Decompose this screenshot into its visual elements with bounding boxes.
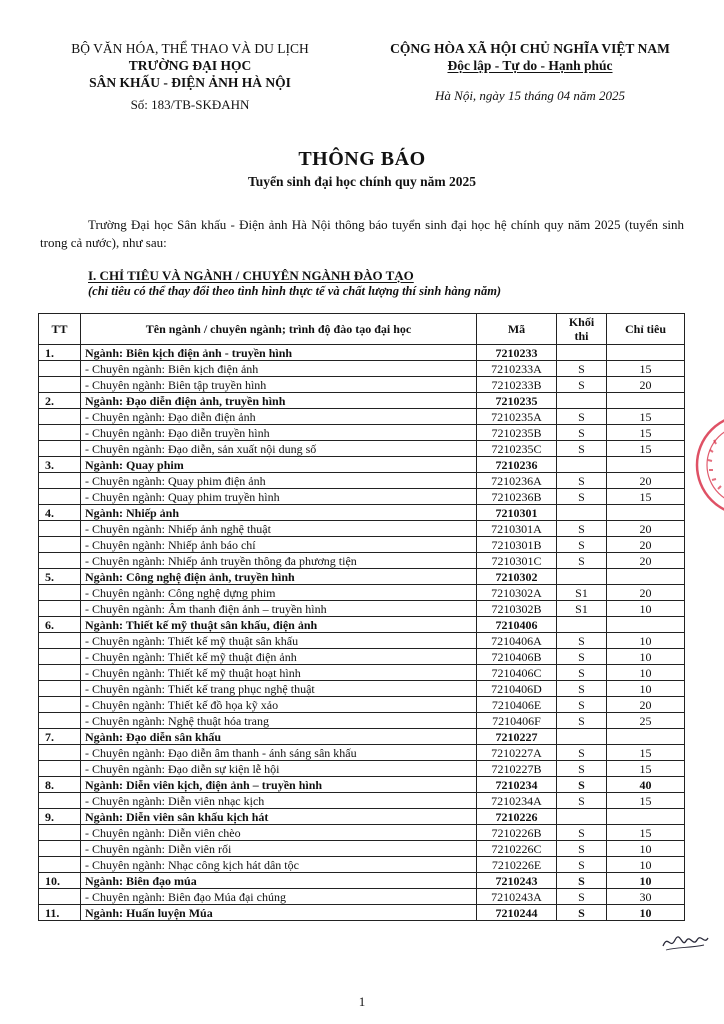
row-name: Ngành: Đạo diễn sân khấu	[81, 729, 477, 745]
row-code: 7210226	[477, 809, 557, 825]
row-quota: 15	[607, 745, 685, 761]
row-code: 7210301C	[477, 553, 557, 569]
row-code: 7210406F	[477, 713, 557, 729]
row-quota: 15	[607, 425, 685, 441]
row-name: Ngành: Diễn viên kịch, điện ảnh – truyền hình	[81, 777, 477, 793]
table-row-major	[39, 729, 685, 745]
row-number: 3.	[39, 457, 81, 473]
row-number: 11.	[39, 905, 81, 921]
row-quota: 10	[607, 633, 685, 649]
table-row-specialization	[39, 585, 685, 601]
row-number: 4.	[39, 505, 81, 521]
row-code: 7210236	[477, 457, 557, 473]
row-block: S	[557, 441, 607, 457]
quota-table	[38, 313, 685, 921]
table-row-specialization	[39, 441, 685, 457]
row-code: 7210406B	[477, 649, 557, 665]
row-name: - Chuyên ngành: Nhiếp ảnh nghệ thuật	[81, 521, 477, 537]
row-name: - Chuyên ngành: Đạo diễn, sản xuất nội dung số	[81, 441, 477, 457]
row-block	[557, 505, 607, 521]
document-title: THÔNG BÁO	[298, 148, 426, 170]
row-block	[557, 809, 607, 825]
table-row-specialization	[39, 601, 685, 617]
section-heading: I. CHỈ TIÊU VÀ NGÀNH / CHUYÊN NGÀNH ĐÀO TẠO	[88, 268, 414, 283]
header-right	[360, 40, 700, 104]
row-code: 7210302B	[477, 601, 557, 617]
row-number: 10.	[39, 873, 81, 889]
row-block	[557, 617, 607, 633]
row-quota: 15	[607, 761, 685, 777]
row-name: - Chuyên ngành: Đạo diễn âm thanh - ánh sáng sân khấu	[81, 745, 477, 761]
row-block: S	[557, 489, 607, 505]
row-block: S	[557, 905, 607, 921]
row-quota	[607, 617, 685, 633]
table-row-specialization	[39, 409, 685, 425]
row-block: S	[557, 681, 607, 697]
document-number: Số: 183/TB-SKĐAHN	[130, 97, 250, 112]
row-number	[39, 409, 81, 425]
row-number: 6.	[39, 617, 81, 633]
row-name: Ngành: Thiết kế mỹ thuật sân khấu, điện ảnh	[81, 617, 477, 633]
row-block	[557, 345, 607, 361]
row-quota	[607, 345, 685, 361]
row-number	[39, 713, 81, 729]
row-number	[39, 697, 81, 713]
ministry-name: BỘ VĂN HÓA, THỂ THAO VÀ DU LỊCH	[71, 41, 309, 56]
row-quota: 10	[607, 681, 685, 697]
row-number	[39, 601, 81, 617]
row-code: 7210406C	[477, 665, 557, 681]
row-number	[39, 841, 81, 857]
row-quota: 20	[607, 537, 685, 553]
country-name: CỘNG HÒA XÃ HỘI CHỦ NGHĨA VIỆT NAM	[390, 41, 670, 56]
row-quota: 20	[607, 585, 685, 601]
table-row-specialization	[39, 489, 685, 505]
row-quota: 20	[607, 553, 685, 569]
row-block: S	[557, 697, 607, 713]
table-row-specialization	[39, 857, 685, 873]
row-name: - Chuyên ngành: Nghệ thuật hóa trang	[81, 713, 477, 729]
row-code: 7210234	[477, 777, 557, 793]
row-code: 7210406	[477, 617, 557, 633]
row-quota: 20	[607, 473, 685, 489]
row-quota: 10	[607, 665, 685, 681]
table-row-major	[39, 873, 685, 889]
table-row-major	[39, 393, 685, 409]
row-quota: 20	[607, 377, 685, 393]
row-quota: 40	[607, 777, 685, 793]
table-row-major	[39, 569, 685, 585]
row-code: 7210244	[477, 905, 557, 921]
row-block: S	[557, 793, 607, 809]
row-quota: 10	[607, 601, 685, 617]
row-block: S	[557, 713, 607, 729]
row-name: Ngành: Biên kịch điện ảnh - truyền hình	[81, 345, 477, 361]
row-code: 7210233A	[477, 361, 557, 377]
row-code: 7210301A	[477, 521, 557, 537]
header-name: Tên ngành / chuyên ngành; trình độ đào tạo đại học	[81, 314, 477, 345]
row-block: S	[557, 873, 607, 889]
table-row-specialization	[39, 825, 685, 841]
row-name: - Chuyên ngành: Quay phim truyền hình	[81, 489, 477, 505]
row-block: S	[557, 425, 607, 441]
row-quota: 15	[607, 441, 685, 457]
row-quota: 30	[607, 889, 685, 905]
header-tt: TT	[39, 314, 81, 345]
table-row-specialization	[39, 761, 685, 777]
row-name: - Chuyên ngành: Biên đạo Múa đại chúng	[81, 889, 477, 905]
row-code: 7210236A	[477, 473, 557, 489]
row-number	[39, 473, 81, 489]
row-code: 7210234A	[477, 793, 557, 809]
row-block	[557, 393, 607, 409]
row-number: 1.	[39, 345, 81, 361]
table-row-specialization	[39, 681, 685, 697]
row-name: Ngành: Công nghệ điện ảnh, truyền hình	[81, 569, 477, 585]
row-code: 7210226C	[477, 841, 557, 857]
row-code: 7210227A	[477, 745, 557, 761]
table-row-specialization	[39, 697, 685, 713]
row-quota: 10	[607, 857, 685, 873]
row-name: - Chuyên ngành: Đạo diễn sự kiện lễ hội	[81, 761, 477, 777]
row-block: S	[557, 761, 607, 777]
row-code: 7210302	[477, 569, 557, 585]
table-row-specialization	[39, 793, 685, 809]
row-block: S	[557, 825, 607, 841]
row-number	[39, 761, 81, 777]
table-row-major	[39, 345, 685, 361]
row-code: 7210406D	[477, 681, 557, 697]
row-quota: 10	[607, 649, 685, 665]
row-name: Ngành: Huấn luyện Múa	[81, 905, 477, 921]
table-row-specialization	[39, 841, 685, 857]
row-code: 7210243A	[477, 889, 557, 905]
row-name: Ngành: Quay phim	[81, 457, 477, 473]
table-row-specialization	[39, 553, 685, 569]
row-quota: 25	[607, 713, 685, 729]
row-code: 7210233	[477, 345, 557, 361]
row-name: - Chuyên ngành: Nhiếp ảnh báo chí	[81, 537, 477, 553]
row-name: - Chuyên ngành: Công nghệ dựng phim	[81, 585, 477, 601]
row-block: S	[557, 777, 607, 793]
national-motto: Độc lập - Tự do - Hạnh phúc	[447, 58, 613, 73]
row-quota: 15	[607, 489, 685, 505]
row-name: - Chuyên ngành: Đạo diễn truyền hình	[81, 425, 477, 441]
row-code: 7210226E	[477, 857, 557, 873]
table-row-specialization	[39, 521, 685, 537]
school-name-line1: TRƯỜNG ĐẠI HỌC	[128, 58, 252, 73]
row-quota: 20	[607, 697, 685, 713]
row-number: 5.	[39, 569, 81, 585]
row-block: S	[557, 521, 607, 537]
table-row-major	[39, 905, 685, 921]
row-code: 7210235A	[477, 409, 557, 425]
row-name: - Chuyên ngành: Đạo diễn điện ảnh	[81, 409, 477, 425]
table-row-specialization	[39, 665, 685, 681]
row-name: - Chuyên ngành: Thiết kế đồ họa kỹ xảo	[81, 697, 477, 713]
section-note: (chỉ tiêu có thể thay đổi theo tình hình thực tế và chất lượng thí sinh hàng năm)	[88, 284, 502, 298]
row-number	[39, 521, 81, 537]
table-row-major	[39, 809, 685, 825]
row-name: - Chuyên ngành: Diễn viên nhạc kịch	[81, 793, 477, 809]
row-number	[39, 489, 81, 505]
signature-mark	[660, 928, 710, 954]
intro-paragraph: Trường Đại học Sân khấu - Điện ảnh Hà Nội thông báo tuyển sinh đại học hệ chính quy năm 2025 (tuyển sinh trong cả nước), như sau:	[40, 217, 684, 250]
row-number	[39, 425, 81, 441]
row-quota: 10	[607, 841, 685, 857]
table-row-major	[39, 777, 685, 793]
row-number	[39, 745, 81, 761]
row-number	[39, 633, 81, 649]
row-number	[39, 665, 81, 681]
row-code: 7210235	[477, 393, 557, 409]
row-quota: 10	[607, 905, 685, 921]
row-block: S	[557, 841, 607, 857]
row-name: Ngành: Đạo diễn điện ảnh, truyền hình	[81, 393, 477, 409]
row-block: S	[557, 633, 607, 649]
row-block	[557, 569, 607, 585]
row-quota: 20	[607, 521, 685, 537]
row-name: - Chuyên ngành: Nhiếp ảnh truyền thông đa phương tiện	[81, 553, 477, 569]
header-quota: Chỉ tiêu	[607, 314, 685, 345]
row-quota: 15	[607, 361, 685, 377]
document-date: Hà Nội, ngày 15 tháng 04 năm 2025	[435, 88, 625, 103]
table-row-specialization	[39, 649, 685, 665]
table-header-row	[39, 314, 685, 345]
row-name: - Chuyên ngành: Thiết kế mỹ thuật sân khấu	[81, 633, 477, 649]
row-number	[39, 585, 81, 601]
row-number	[39, 825, 81, 841]
header-block: Khối thi	[557, 314, 607, 345]
row-block: S	[557, 857, 607, 873]
header-left	[40, 40, 340, 113]
row-block: S1	[557, 601, 607, 617]
table-row-major	[39, 505, 685, 521]
row-number	[39, 681, 81, 697]
row-block: S	[557, 537, 607, 553]
row-block: S	[557, 377, 607, 393]
table-body	[39, 345, 685, 921]
row-block: S	[557, 409, 607, 425]
document-subtitle: Tuyển sinh đại học chính quy năm 2025	[248, 174, 476, 189]
row-code: 7210301B	[477, 537, 557, 553]
row-number	[39, 793, 81, 809]
row-name: - Chuyên ngành: Biên kịch điện ảnh	[81, 361, 477, 377]
row-name: Ngành: Nhiếp ảnh	[81, 505, 477, 521]
row-name: - Chuyên ngành: Âm thanh điện ảnh – truyền hình	[81, 601, 477, 617]
row-code: 7210236B	[477, 489, 557, 505]
row-number	[39, 537, 81, 553]
row-name: - Chuyên ngành: Nhạc công kịch hát dân tộc	[81, 857, 477, 873]
row-name: - Chuyên ngành: Biên tập truyền hình	[81, 377, 477, 393]
school-name-line2: SÂN KHẤU - ĐIỆN ẢNH HÀ NỘI	[89, 75, 291, 90]
row-number: 2.	[39, 393, 81, 409]
table-row-specialization	[39, 361, 685, 377]
row-name: - Chuyên ngành: Diễn viên rối	[81, 841, 477, 857]
page-number: 1	[358, 994, 366, 1009]
table-row-specialization	[39, 473, 685, 489]
row-block: S	[557, 649, 607, 665]
table-row-specialization	[39, 377, 685, 393]
row-name: - Chuyên ngành: Quay phim điện ảnh	[81, 473, 477, 489]
row-block: S	[557, 665, 607, 681]
red-seal-stamp	[692, 410, 724, 520]
row-number	[39, 857, 81, 873]
row-number: 7.	[39, 729, 81, 745]
table-row-major	[39, 617, 685, 633]
row-number	[39, 553, 81, 569]
row-code: 7210227B	[477, 761, 557, 777]
row-code: 7210233B	[477, 377, 557, 393]
table-row-specialization	[39, 713, 685, 729]
row-number	[39, 441, 81, 457]
row-quota: 15	[607, 793, 685, 809]
row-block: S	[557, 889, 607, 905]
row-code: 7210235C	[477, 441, 557, 457]
row-block	[557, 729, 607, 745]
row-name: - Chuyên ngành: Diễn viên chèo	[81, 825, 477, 841]
row-code: 7210302A	[477, 585, 557, 601]
header-code: Mã	[477, 314, 557, 345]
table-row-specialization	[39, 889, 685, 905]
row-name: Ngành: Diễn viên sân khấu kịch hát	[81, 809, 477, 825]
row-code: 7210301	[477, 505, 557, 521]
row-quota	[607, 393, 685, 409]
row-quota	[607, 569, 685, 585]
table-row-major	[39, 457, 685, 473]
row-number: 9.	[39, 809, 81, 825]
row-code: 7210406A	[477, 633, 557, 649]
row-code: 7210235B	[477, 425, 557, 441]
row-code: 7210406E	[477, 697, 557, 713]
row-quota	[607, 809, 685, 825]
table-row-specialization	[39, 633, 685, 649]
row-code: 7210226B	[477, 825, 557, 841]
row-block	[557, 457, 607, 473]
row-block: S	[557, 473, 607, 489]
row-code: 7210243	[477, 873, 557, 889]
row-number	[39, 361, 81, 377]
table-row-specialization	[39, 537, 685, 553]
row-quota: 10	[607, 873, 685, 889]
row-quota	[607, 505, 685, 521]
row-name: - Chuyên ngành: Thiết kế mỹ thuật hoạt hình	[81, 665, 477, 681]
row-block: S	[557, 745, 607, 761]
row-number	[39, 377, 81, 393]
row-block: S	[557, 361, 607, 377]
row-name: Ngành: Biên đạo múa	[81, 873, 477, 889]
row-code: 7210227	[477, 729, 557, 745]
row-number: 8.	[39, 777, 81, 793]
row-quota	[607, 457, 685, 473]
table-row-specialization	[39, 745, 685, 761]
row-quota	[607, 729, 685, 745]
row-quota: 15	[607, 409, 685, 425]
row-number	[39, 649, 81, 665]
row-name: - Chuyên ngành: Thiết kế mỹ thuật điện ảnh	[81, 649, 477, 665]
row-name: - Chuyên ngành: Thiết kế trang phục nghệ thuật	[81, 681, 477, 697]
row-quota: 15	[607, 825, 685, 841]
row-block: S1	[557, 585, 607, 601]
row-number	[39, 889, 81, 905]
row-block: S	[557, 553, 607, 569]
table-row-specialization	[39, 425, 685, 441]
